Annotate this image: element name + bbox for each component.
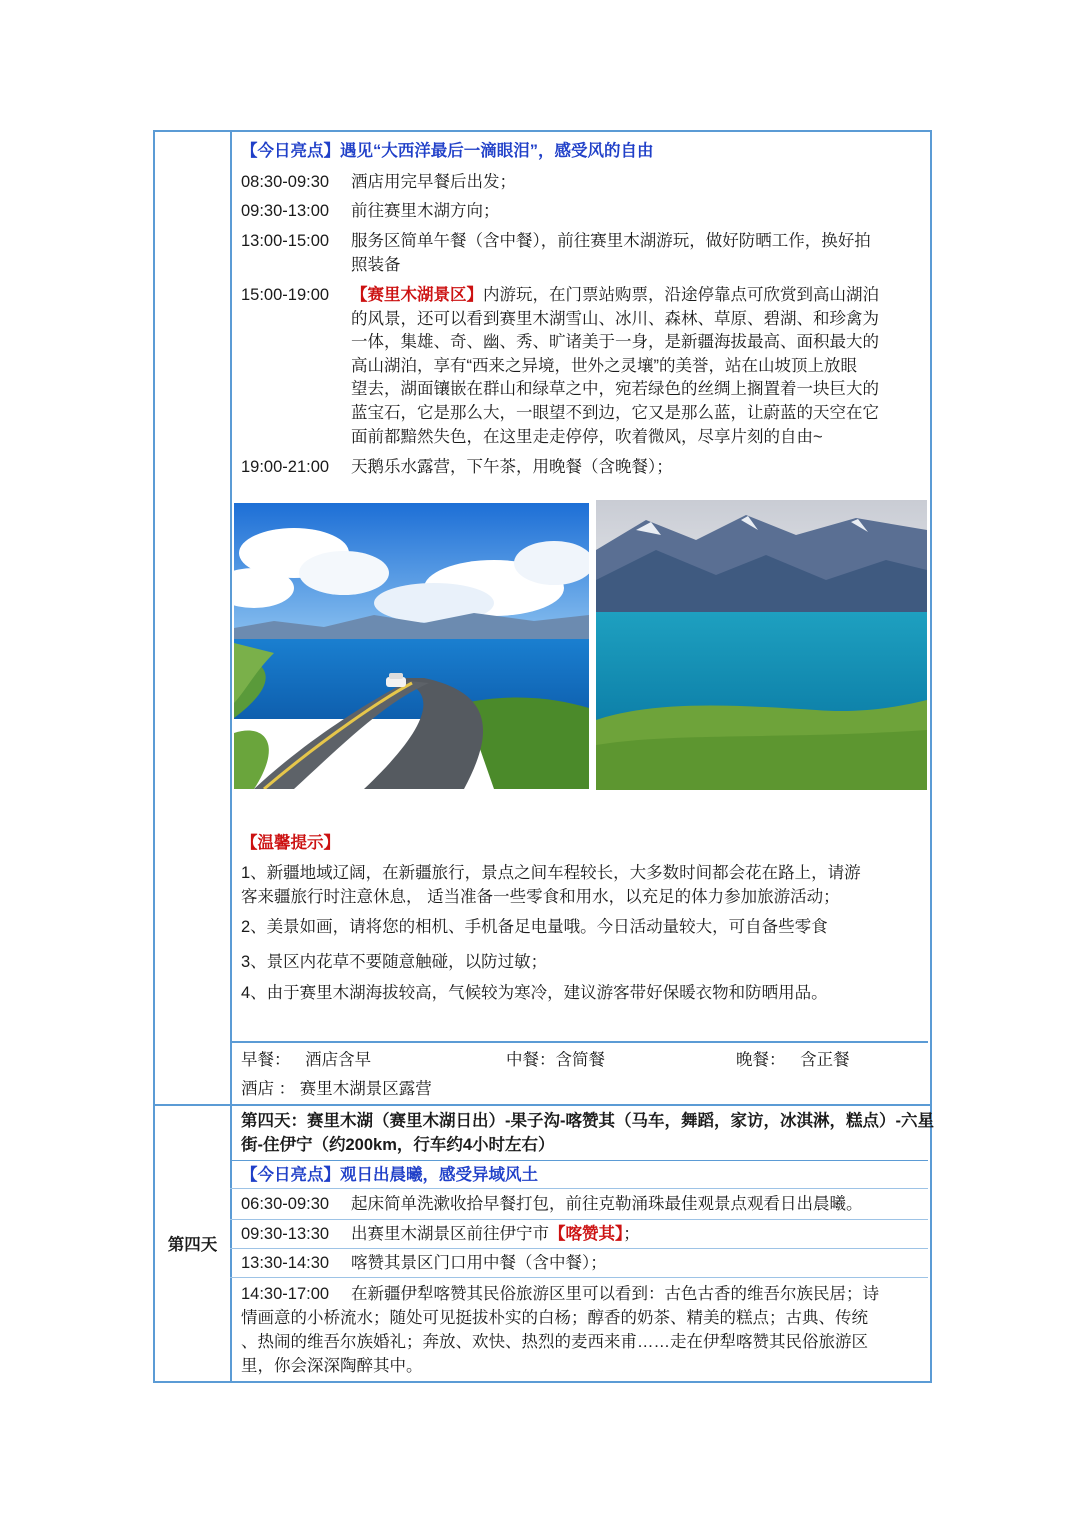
day4-title-cont: 街-住伊宁（约200km，行车约4小时左右） <box>241 1136 555 1154</box>
column-divider <box>230 130 232 1381</box>
schedule-text: 服务区简单午餐（含中餐），前往赛里木湖游玩，做好防晒工作，换好拍 <box>351 232 871 250</box>
row-divider-s2 <box>230 1248 928 1249</box>
schedule-text-cont: 情画意的小桥流水；随处可见挺拔朴实的白杨；醇香的奶茶、精美的糕点；古典、传统 <box>241 1309 868 1327</box>
row-divider-highlight <box>230 1188 928 1189</box>
schedule-text: 在新疆伊犁喀赞其民俗旅游区里可以看到：古色古香的维吾尔族民居；诗 <box>351 1285 879 1303</box>
schedule-row <box>241 284 879 308</box>
schedule-time: 06:30-09:30 <box>241 1195 330 1213</box>
schedule-time: 15:00-19:00 <box>241 286 330 304</box>
schedule-text: 起床简单洗漱收拾早餐打包，前往克勒涌珠最佳观景点观看日出晨曦。 <box>351 1195 863 1213</box>
schedule-time: 09:30-13:00 <box>241 202 330 220</box>
row-divider-day4 <box>153 1104 930 1106</box>
schedule-time: 14:30-17:00 <box>241 1285 330 1303</box>
day4-highlight <box>241 1164 538 1188</box>
dinner-info <box>736 1049 850 1073</box>
schedule-text: 出赛里木湖景区前往伊宁市 <box>351 1225 549 1243</box>
schedule-row <box>241 1252 607 1276</box>
schedule-text-cont: 望去，湖面镶嵌在群山和绿草之中，宛若绿色的丝绸上搁置着一块巨大的 <box>351 380 879 398</box>
day4-title: 第四天：赛里木湖（赛里木湖日出）-果子沟-喀赞其（马车，舞蹈，家访，冰淇淋，糕点）-六星 <box>241 1112 934 1130</box>
highlight-tag: 【今日亮点】 <box>241 1166 340 1184</box>
day3-highlight <box>241 140 654 164</box>
row-divider-s3 <box>230 1277 928 1278</box>
schedule-text-cont: 蓝宝石，它是那么大，一眼望不到边，它又是那么蓝，让蔚蓝的天空在它 <box>351 404 879 422</box>
schedule-text: 酒店用完早餐后出发； <box>351 173 516 191</box>
schedule-text-cont: 里，你会深深陶醉其中。 <box>241 1357 423 1375</box>
highlight-tag: 【今日亮点】 <box>241 142 340 160</box>
schedule-time: 13:00-15:00 <box>241 232 330 250</box>
tip-item: 1、新疆地域辽阔，在新疆旅行，景点之间车程较长，大多数时间都会花在路上，请游 <box>241 864 861 882</box>
schedule-row <box>241 171 516 195</box>
scenic-spot-name: 【喀赞其】 <box>549 1225 624 1243</box>
breakfast-value: 酒店含早 <box>305 1051 372 1069</box>
row-divider-day4-title <box>230 1160 928 1161</box>
schedule-text-cont: 高山湖泊，享有“西来之异境，世外之灵壤”的美誉，站在山坡顶上放眼 <box>351 357 857 375</box>
lunch-value: 含简餐 <box>555 1051 605 1069</box>
highlight-text: 观日出晨曦，感受异域风土 <box>340 1166 538 1184</box>
hotel-info <box>241 1078 432 1102</box>
schedule-row <box>241 456 673 480</box>
lake-mountain-photo <box>596 500 927 790</box>
schedule-text-cont: 一体，集雄、奇、幽、秀、旷诸美于一身，是新疆海拔最高、面积最大的 <box>351 333 879 351</box>
schedule-text: 前往赛里木湖方向； <box>351 202 500 220</box>
row-divider-meals <box>230 1041 928 1043</box>
schedule-time: 09:30-13:30 <box>241 1225 330 1243</box>
schedule-text-cont: 照装备 <box>351 256 401 274</box>
schedule-time: 19:00-21:00 <box>241 458 330 476</box>
tip-item: 4、由于赛里木湖海拔较高，气候较为寒冷，建议游客带好保暖衣物和防晒用品。 <box>241 984 828 1002</box>
schedule-text-end: ； <box>623 1225 640 1243</box>
schedule-row <box>241 200 500 224</box>
highlight-text: 遇见“大西洋最后一滴眼泪”，感受风的自由 <box>340 142 654 160</box>
tip-item: 客来疆旅行时注意休息， 适当准备一些零食和用水，以充足的体力参加旅游活动； <box>241 888 840 906</box>
schedule-text-cont: 面前都黯然失色，在这里走走停停，吹着微风，尽享片刻的自由~ <box>351 428 823 446</box>
schedule-text-cont: 的风景，还可以看到赛里木湖雪山、冰川、森林、草原、碧湖、和珍禽为 <box>351 310 879 328</box>
tip-item: 2、美景如画，请将您的相机、手机备足电量哦。今日活动量较大，可自备些零食 <box>241 918 828 936</box>
dinner-label: 晚餐： <box>736 1051 786 1069</box>
day4-label: 第四天 <box>167 1236 218 1254</box>
tip-item: 3、景区内花草不要随意触碰，以防过敏； <box>241 953 548 971</box>
hotel-label: 酒店 ： <box>241 1080 296 1098</box>
lunch-label: 中餐： <box>506 1051 556 1069</box>
scenic-spot-name: 【赛里木湖景区】 <box>351 286 483 304</box>
schedule-text: 内游玩，在门票站购票，沿途停靠点可欣赏到高山湖泊 <box>483 286 879 304</box>
schedule-time: 13:30-14:30 <box>241 1254 330 1272</box>
schedule-time: 08:30-09:30 <box>241 173 330 191</box>
schedule-row <box>241 1193 863 1217</box>
schedule-text-cont: 、热闹的维吾尔族婚礼；奔放、欢快、热烈的麦西来甫……走在伊犁喀赞其民俗旅游区 <box>241 1333 868 1351</box>
breakfast-info <box>241 1049 371 1073</box>
tips-title: 【温馨提示】 <box>241 834 340 852</box>
dinner-value: 含正餐 <box>800 1051 850 1069</box>
schedule-text: 天鹅乐水露营，下午茶，用晚餐（含晚餐）； <box>351 458 673 476</box>
row-divider-s1 <box>230 1219 928 1220</box>
hotel-value: 赛里木湖景区露营 <box>299 1080 432 1098</box>
schedule-row <box>241 1223 640 1247</box>
lake-road-photo <box>234 503 589 789</box>
schedule-row <box>241 230 871 254</box>
breakfast-label: 早餐： <box>241 1051 291 1069</box>
lunch-info <box>506 1049 605 1073</box>
schedule-text: 喀赞其景区门口用中餐（含中餐）； <box>351 1254 607 1272</box>
schedule-row <box>241 1283 879 1307</box>
